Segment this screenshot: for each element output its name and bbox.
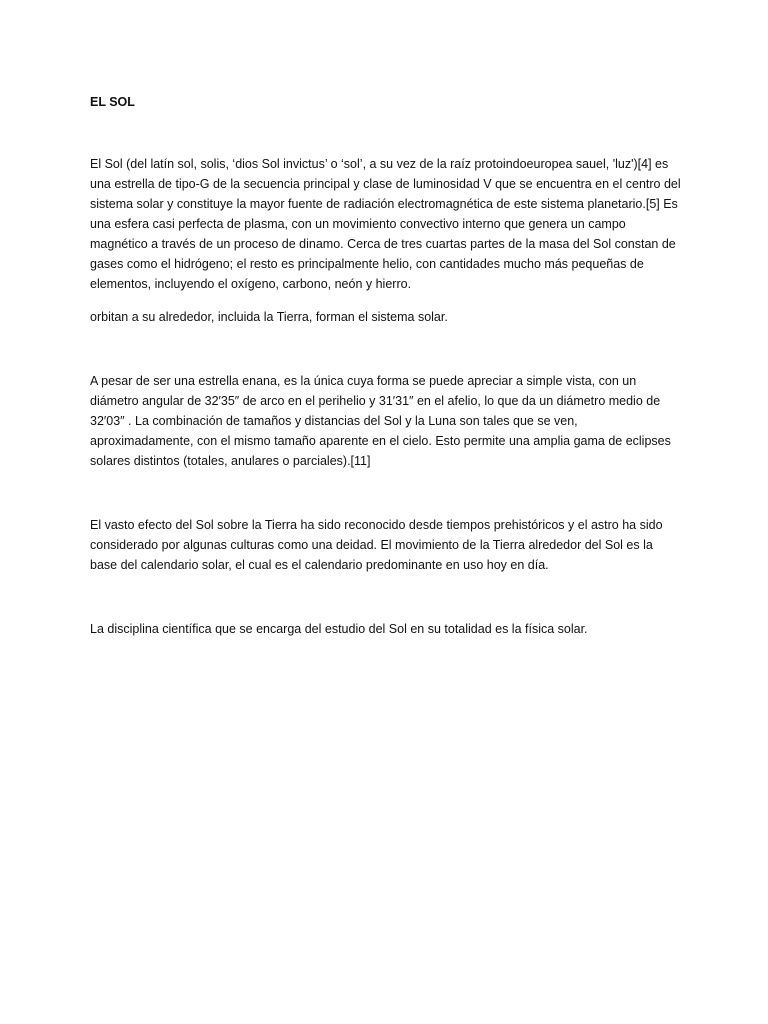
paragraph-intro: El Sol (del latín sol, solis, ‘dios Sol invictus’ o ‘sol’, a su vez de la raíz protoindoeuropea sauel, 'luz')[4] es una estrella de tipo-G de la secuencia principal y clase de luminosidad V que se encuentra en el centro del sistema solar y constituye la mayor fuente de radiación electromagnética de este sistema planetario.[5] Es una esfera casi perfecta de plasma, con un movimiento convectivo interno que genera un campo magnético a través de un proceso de dinamo. Cerca de tres cuartas partes de la masa del Sol constan de gases como el hidrógeno; el resto es principalmente helio, con cantidades mucho más pequeñas de elementos, incluyendo el oxígeno, carbono, neón y hierro. bbox=[90, 157, 681, 291]
paragraph-angular-diameter: A pesar de ser una estrella enana, es la única cuya forma se puede apreciar a simple vista, con un diámetro angular de 32′35″ de arco en el perihelio y 31′31″ en el afelio, lo que da un diámetro medio de 32′03″ . La combinación de tamaños y distancias del Sol y la Luna son tales que se ven, aproximadamente, con el mismo tamaño aparente en el cielo. Esto permite una amplia gama de eclipses solares distintos (totales, anulares o parciales).[11] bbox=[90, 374, 671, 468]
document-title: EL SOL bbox=[90, 95, 135, 109]
paragraph-orbit: orbitan a su alrededor, incluida la Tierra, forman el sistema solar. bbox=[90, 310, 448, 324]
paragraph-effect-on-earth: El vasto efecto del Sol sobre la Tierra ha sido reconocido desde tiempos prehistóricos y el astro ha sido considerado por algunas culturas como una deidad. El movimiento de la Tierra alrededor del Sol es la base del calendario solar, el cual es el calendario predominante en uso hoy en día. bbox=[90, 518, 663, 572]
paragraph-solar-physics: La disciplina científica que se encarga del estudio del Sol en su totalidad es la física solar. bbox=[90, 622, 588, 636]
document-page bbox=[90, 94, 682, 639]
